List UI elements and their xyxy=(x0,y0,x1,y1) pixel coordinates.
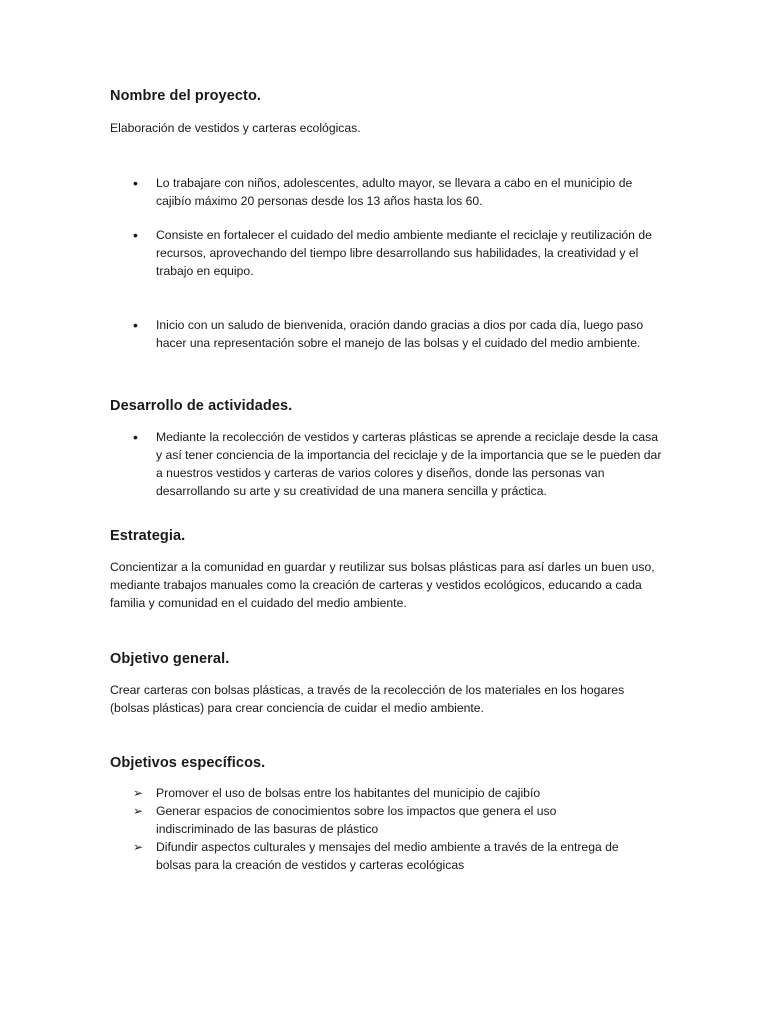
intro-bullet-1: Lo trabajare con niños, adolescentes, adulto mayor, se llevara a cabo en el municipio de cajibío máximo 20 personas desde los 13 años hasta los 60. xyxy=(156,176,633,208)
strategy-text: Concientizar a la comunidad en guardar y reutilizar sus bolsas plásticas para así darles un buen uso, mediante trabajos manuales como la creación de carteras y vestidos ecológicos, educando a cada familia y comunidad en el cuidado del medio ambiente. xyxy=(110,560,655,610)
general-objective-text: Crear carteras con bolsas plásticas, a través de la recolección de los materiales en los hogares (bolsas plásticas) para crear conciencia de cuidar el medio ambiente. xyxy=(110,683,625,715)
general-objective-heading: Objetivo general. xyxy=(110,651,230,667)
bullet-icon: • xyxy=(133,317,138,333)
arrow-bullet-icon: ➢ xyxy=(133,804,144,818)
arrow-bullet-icon: ➢ xyxy=(133,840,144,854)
activities-bullet-1: Mediante la recolección de vestidos y carteras plásticas se aprende a reciclaje desde la casa y así tener conciencia de la importancia del reciclaje y de la importancia que se le pueden dar a nuestros vestidos y carteras de varios colores y diseños, donde las personas van desarrollando su arte y su creatividad de una manera sencilla y práctica. xyxy=(156,430,662,498)
project-name-text: Elaboración de vestidos y carteras ecológicas. xyxy=(110,121,361,135)
intro-bullet-2: Consiste en fortalecer el cuidado del medio ambiente mediante el reciclaje y reutilización de recursos, aprovechando del tiempo libre desarrollando sus habilidades, la creatividad y el trabajo en equipo. xyxy=(156,228,652,278)
specific-objective-3: Difundir aspectos culturales y mensajes del medio ambiente a través de la entrega de bolsas para la creación de vestidos y carteras ecológicas xyxy=(156,840,619,872)
strategy-heading: Estrategia. xyxy=(110,528,186,544)
specific-objective-1: Promover el uso de bolsas entre los habitantes del municipio de cajibío xyxy=(156,786,541,800)
arrow-bullet-icon: ➢ xyxy=(133,786,144,800)
bullet-icon: • xyxy=(133,227,138,243)
specific-objective-2: Generar espacios de conocimientos sobre los impactos que genera el uso indiscriminado de las basuras de plástico xyxy=(156,804,557,836)
intro-bullet-3: Inicio con un saludo de bienvenida, oración dando gracias a dios por cada día, luego paso hacer una representación sobre el manejo de las bolsas y el cuidado del medio ambiente. xyxy=(156,318,644,350)
specific-objectives-heading: Objetivos específicos. xyxy=(110,755,266,771)
project-name-heading: Nombre del proyecto. xyxy=(110,88,262,104)
bullet-icon: • xyxy=(133,175,138,191)
bullet-icon: • xyxy=(133,429,138,445)
activities-heading: Desarrollo de actividades. xyxy=(110,398,293,414)
